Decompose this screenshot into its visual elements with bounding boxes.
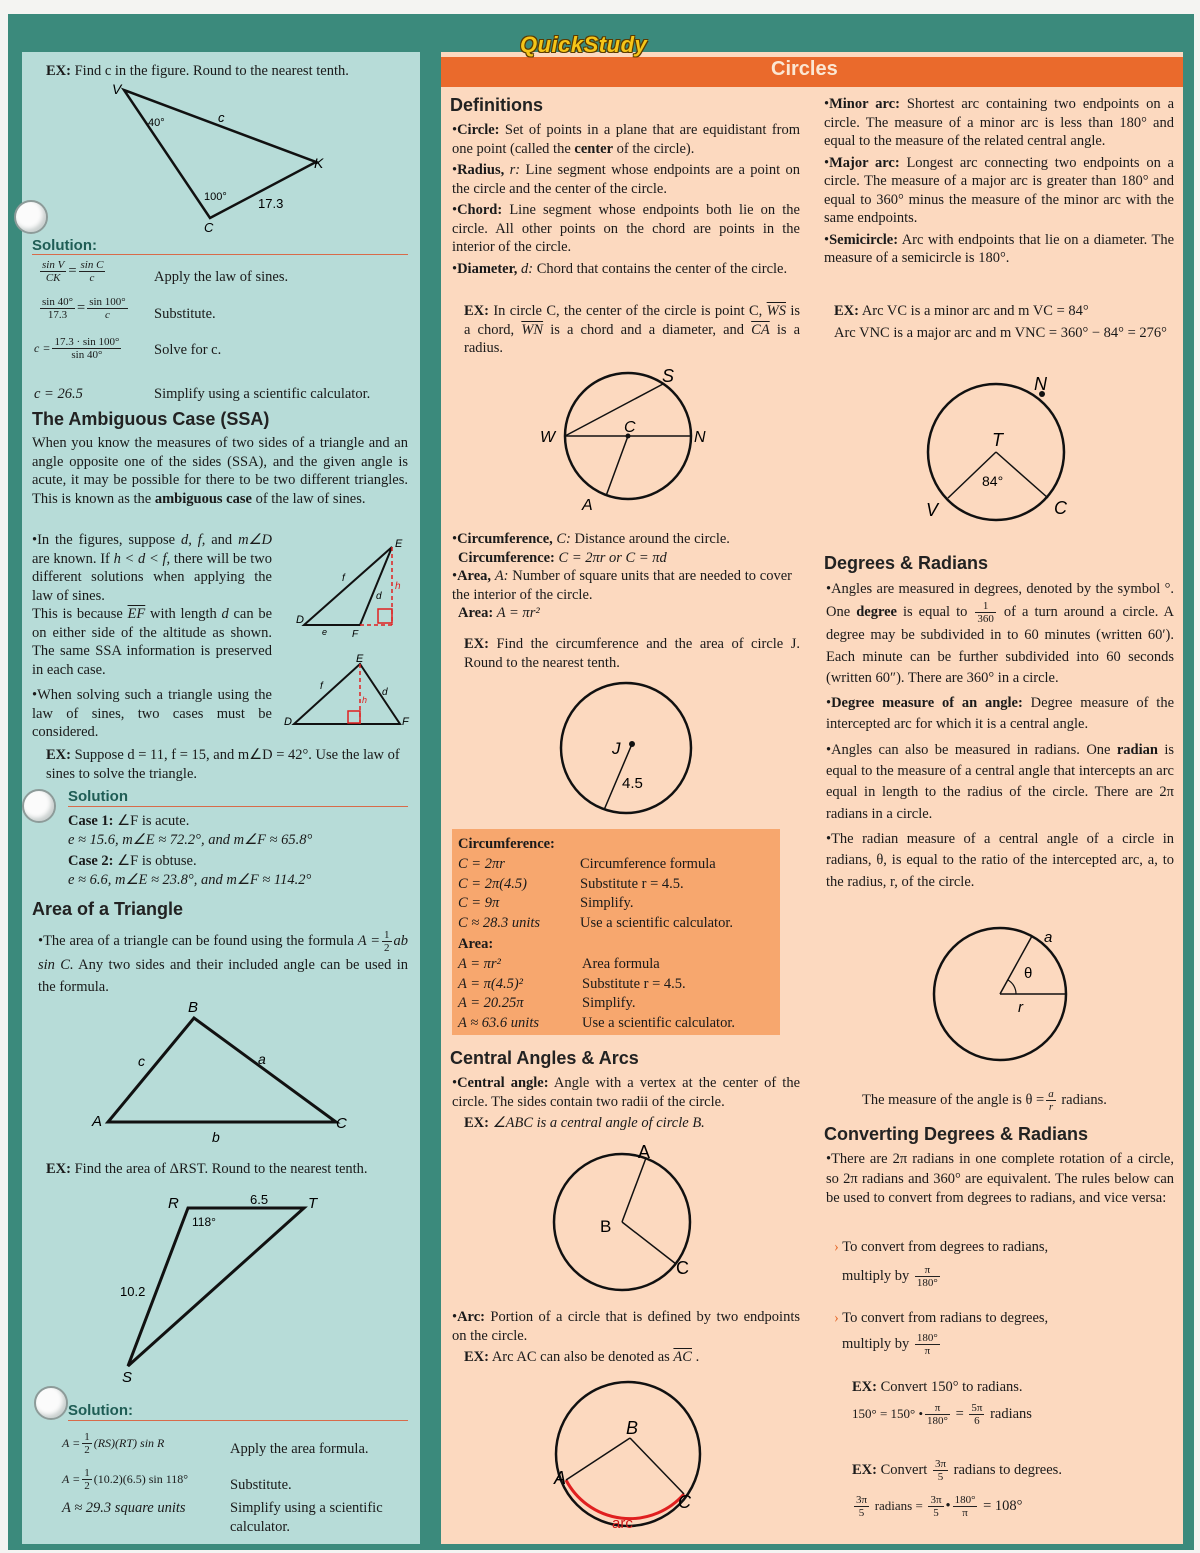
svg-text:F: F: [352, 629, 359, 640]
section-heading: Degrees & Radians: [824, 553, 989, 573]
svg-text:E: E: [356, 653, 364, 665]
svg-text:4.5: 4.5: [622, 775, 643, 792]
example-text: Find c in the figure. Round to the nearest tenth.: [74, 63, 349, 79]
arc-types: •Minor arc: Shortest arc containing two endpoints on a circle. The measure of a minor arc is less than 180° and equal to the measure of the related central angle. •Major arc: Longest arc connecting two endpoints on a circle. The measure of a major arc is greater than 180° and equal to 360° minus the measure of the minor arc with the same endpoints. •Semicircle: Arc with endpoints that lie on a diameter. The measure of a semicircle is 180°.: [824, 96, 1175, 266]
angle-40: 40°: [148, 117, 165, 129]
svg-text:h: h: [362, 695, 368, 705]
circle-t-figure: [920, 372, 1090, 522]
svg-text:f: f: [320, 681, 323, 692]
side-c: c: [218, 110, 225, 125]
svg-text:84°: 84°: [982, 473, 1004, 489]
svg-text:S: S: [122, 1369, 133, 1386]
svg-text:T: T: [992, 430, 1003, 450]
solution-step: A ≈ 29.3 square units Simplify using a scientific calculator.: [62, 1500, 383, 1535]
side-length: 17.3: [258, 196, 284, 211]
circumference-rows: C = 2πr Circumference formula C = 2π(4.5) Substitute r = 4.5. C = 9π Simplify. C ≈ 28.3 units Use a scientific calculator.: [458, 856, 733, 931]
rule-deg-to-rad: › To convert from degrees to radians,: [834, 1239, 1049, 1255]
divider: [68, 806, 408, 807]
svg-text:T: T: [308, 1195, 318, 1212]
angle-100: 100°: [204, 191, 227, 203]
svg-text:b: b: [212, 1129, 220, 1145]
example-3: EX: Find the area of ΔRST. Round to the nearest tenth.: [46, 1161, 368, 1177]
triangle-abc-figure: [90, 996, 360, 1146]
circumference-area-defs: •Circumference, C: Distance around the circle. Circumference: C = 2πr or C = πd •Area, A: Number of square units that are needed to cover the interior of the circle. Area: A = πr²: [452, 531, 792, 621]
arc-def: •Arc: Portion of a circle that is defined by two endpoints on the circle.: [452, 1309, 800, 1344]
circle-c-figure: [536, 360, 726, 520]
svg-text:C: C: [678, 1492, 691, 1512]
binder-hole: [22, 789, 56, 823]
fraction: $\frac{\text{sin V}}{CK}$: [42, 259, 65, 284]
radian-formula: The measure of the angle is θ = $\frac{a}{r}$ radians.: [862, 1088, 1107, 1113]
case-2: Case 2: ∠F is obtuse. e ≈ 6.6, m∠E ≈ 23.8°, and m∠F ≈ 114.2°: [68, 853, 312, 888]
label-k: K: [314, 155, 324, 171]
svg-text:N: N: [694, 429, 706, 446]
svg-text:a: a: [1044, 929, 1053, 946]
radian-figure: [928, 930, 1078, 1070]
example-10-work: $\frac{3\pi}{5}$ radians = $\frac{3\pi}{5}$ • $\frac{180^\circ}{\pi}$ = 108°: [856, 1494, 1023, 1519]
svg-text:a: a: [258, 1051, 266, 1067]
fraction: $\frac{3\pi}{5}$: [934, 1458, 947, 1483]
section-heading: Definitions: [450, 95, 543, 115]
example-6: EX: ∠ABC is a central angle of circle B.: [464, 1115, 705, 1131]
area-paragraph: •The area of a triangle can be found using the formula A = $\frac{1}{2}$ ab sin C. Any two sides and their included angle can be used in the formula.: [38, 929, 409, 995]
svg-text:R: R: [168, 1195, 179, 1212]
example-2: EX: Suppose d = 11, f = 15, and m∠D = 42°. Use the law of sines to solve the triangle.: [46, 747, 400, 782]
svg-text:C: C: [1054, 498, 1067, 518]
svg-text:f: f: [342, 573, 345, 584]
svg-text:N: N: [1034, 374, 1047, 394]
fraction: $\frac{180^\circ}{\pi}$: [954, 1494, 976, 1519]
ssa-figures: [284, 537, 422, 728]
case-1: Case 1: ∠F is acute. e ≈ 15.6, m∠E ≈ 72.2°, and m∠F ≈ 65.8°: [68, 813, 313, 848]
fraction: $\frac{a}{r}$: [1048, 1088, 1054, 1113]
svg-text:A: A: [582, 497, 593, 514]
binder-hole: [14, 200, 48, 234]
svg-text:B: B: [600, 1217, 612, 1236]
label-v: V: [112, 81, 122, 97]
fraction: $\frac{\pi}{180^\circ}$: [927, 1402, 948, 1427]
svg-text:E: E: [395, 538, 403, 550]
example-4: EX: In circle C, the center of the circle is point C, $\overline{WS}$ is a chord, $\overline{WN}$ is a chord and a diameter, and $\overline{CA}$ is a radius.: [464, 303, 801, 356]
svg-text:r: r: [1018, 999, 1023, 1016]
fraction: $\frac{5\pi}{6}$: [971, 1402, 983, 1427]
triangle-rst-figure: [110, 1186, 340, 1386]
svg-text:W: W: [540, 429, 556, 446]
rule-rad-to-deg: › To convert from radians to degrees,: [834, 1310, 1049, 1326]
brand-logo: QuickStudy: [520, 32, 648, 57]
central-angle-def: •Central angle: Angle with a vertex at the center of the circle. The sides contain two radii of the circle.: [452, 1075, 801, 1110]
fraction: $\frac{\text{sin C}}{c}$: [80, 259, 104, 284]
fraction: $\frac{\sin 40^\circ}{17.3}$: [42, 296, 73, 321]
divider: [68, 1420, 408, 1421]
arrow-icon: ›: [834, 1310, 839, 1326]
svg-text:arc: arc: [612, 1515, 633, 1532]
solution-step: $\frac{\text{sin V}}{CK}$ = $\frac{\text{sin C}}{c}$ Apply the law of sines.: [42, 259, 289, 285]
svg-text:e: e: [322, 627, 328, 637]
example-8: EX: Arc VC is a minor arc and m VC = 84° Arc VNC is a major arc and m VNC = 360° − 84° = 276°: [834, 303, 1167, 341]
ssa-bullet-1: •In the figures, suppose d, f, and m∠D are known. If h < d < f, there will be two different solutions when applying the law of sines. This is because $\overline{EF}$ with length d can be on either side of the altitude as shown. The same SSA information is preserved in each case.: [32, 532, 273, 678]
fraction: $\frac{\pi}{180^\circ}$: [916, 1264, 938, 1289]
divider: [32, 254, 408, 255]
svg-text:c: c: [138, 1053, 145, 1069]
section-heading: Converting Degrees & Radians: [824, 1124, 1089, 1144]
example-9: EX: Convert 150° to radians.: [852, 1379, 1023, 1395]
svg-text:118°: 118°: [192, 1215, 216, 1229]
example-10: EX: Convert $\frac{3\pi}{5}$ radians to degrees.: [852, 1458, 1062, 1483]
ssa-bullet-2: •When solving such a triangle using the law of sines, two cases must be considered.: [32, 687, 272, 740]
arrow-icon: ›: [834, 1239, 839, 1255]
solution-heading: Solution: [68, 788, 128, 805]
definitions-list: •Circle: Set of points in a plane that are equidistant from one point (called the center of the circle). •Radius, r: Line segment whose endpoints are a point on the circle and the center of the circle. •Chord: Line segment whose endpoints both lie on the circle. All other points on the chord are points in the interior of the circle. •Diameter, d: Chord that contains the center of the circle.: [452, 122, 801, 277]
svg-text:C: C: [336, 1115, 347, 1132]
section-heading: Area of a Triangle: [32, 899, 184, 919]
svg-text:F: F: [402, 716, 409, 728]
circumference-solution: Circumference:: [458, 836, 555, 852]
page-title: Circles: [771, 58, 838, 80]
example-1: [46, 62, 349, 81]
section-heading: The Ambiguous Case (SSA): [32, 409, 270, 429]
solution-step: $\frac{\sin 40^\circ}{17.3}$ = $\frac{\sin 100^\circ}{c}$ Substitute.: [42, 296, 216, 322]
svg-text:θ: θ: [1024, 965, 1033, 982]
rule-1-factor: multiply by $\frac{\pi}{180^\circ}$: [842, 1264, 938, 1289]
svg-text:A: A: [92, 1113, 103, 1130]
svg-text:A: A: [554, 1468, 567, 1488]
fraction: $\frac{180^\circ}{\pi}$: [916, 1332, 938, 1357]
svg-text:V: V: [926, 500, 939, 520]
fraction: $\frac{3\pi}{5}$: [930, 1494, 942, 1519]
ssa-paragraph: When you know the measures of two sides of a triangle and an angle opposite one of the sides (SSA), and the given angle is acute, it may be possible for there to be two different triangles. This is known as the ambiguous case of the law of sines.: [32, 435, 408, 507]
svg-text:C: C: [676, 1258, 689, 1278]
circle-j-figure: [560, 684, 700, 824]
svg-text:h: h: [395, 581, 401, 592]
binder-hole: [34, 1386, 68, 1420]
circle-b-figure: [550, 1140, 710, 1300]
fraction: $\frac{17.3 \cdot \sin 100^\circ}{\sin 40^\circ}$: [54, 336, 120, 361]
svg-text:d: d: [376, 591, 382, 602]
fraction: $\frac{3\pi}{5}$: [856, 1494, 868, 1519]
fraction: $\frac{1}{360}$: [977, 600, 994, 626]
section-heading: Central Angles & Arcs: [450, 1048, 639, 1068]
example-7: EX: Arc AC can also be denoted as $\overline{AC}$ .: [464, 1349, 700, 1365]
degrees-paragraph: •Angles are measured in degrees, denoted by the symbol °. One degree is equal to $\frac{1}{360}$ of a turn around a circle. A degree may be subdivided in to 60 minutes (written 60′). Each minute can be further subdivided into 60 seconds (written 60″). There are 360° in a circle. •Degree measure of an angle: Degree measure of the intercepted arc for which it is a central angle. •Angles can also be measured in radians. One radian is equal to the measure of a central angle that intercepts an arc equal in length to the radius of the circle. There are 2π radians in a circle. •The radian measure of a central angle of a circle in radians, θ, is equal to the ratio of the intercepted arc, a, to the radius, r, of the circle.: [826, 581, 1175, 890]
fraction: $\frac{1}{2}$: [84, 1431, 90, 1456]
solution-step: c = 26.5 Simplify using a scientific calculator.: [34, 386, 371, 402]
svg-text:d: d: [382, 687, 388, 698]
svg-text:C: C: [624, 419, 636, 436]
svg-text:A: A: [638, 1142, 651, 1162]
svg-text:D: D: [296, 614, 304, 626]
example-9-work: 150° = 150° • $\frac{\pi}{180^\circ}$ = $\frac{5\pi}{6}$ radians: [852, 1402, 1032, 1427]
svg-text:10.2: 10.2: [120, 1284, 146, 1299]
solution-step: A = $\frac{1}{2}$ (10.2)(6.5) sin 118° Substitute.: [62, 1467, 292, 1493]
arc-figure: [550, 1376, 720, 1546]
svg-text:6.5: 6.5: [250, 1192, 269, 1207]
svg-text:J: J: [612, 739, 621, 758]
svg-text:B: B: [188, 999, 199, 1016]
fraction: $\frac{\sin 100^\circ}{c}$: [89, 296, 126, 321]
svg-text:S: S: [662, 366, 675, 386]
example-label: EX:: [46, 63, 71, 79]
solution-step: c = $\frac{17.3 \cdot \sin 100^\circ}{\sin 40^\circ}$ Solve for c.: [34, 336, 222, 361]
solution-step: A = $\frac{1}{2}$ (RS)(RT) sin R Apply the area formula.: [62, 1431, 369, 1457]
svg-text:D: D: [284, 716, 292, 728]
svg-text:B: B: [626, 1418, 639, 1438]
conversion-paragraph: •There are 2π radians in one complete rotation of a circle, so 2π radians and 360° are equivalent. The rules below can be used to convert from degrees to radians, and vice versa:: [826, 1151, 1174, 1206]
fraction: $\frac{1}{2}$: [384, 929, 390, 954]
solution-heading: Solution:: [68, 1402, 133, 1419]
area-rows: A = πr² Area formula A = π(4.5)² Substitute r = 4.5. A = 20.25π Simplify. A ≈ 63.6 units Use a scientific calculator.: [458, 956, 735, 1031]
rule-2-factor: multiply by $\frac{180^\circ}{\pi}$: [842, 1332, 938, 1357]
fraction: $\frac{1}{2}$: [84, 1467, 90, 1492]
area-solution: Area:: [458, 936, 494, 952]
example-5: EX: Find the circumference and the area of circle J. Round to the nearest tenth.: [464, 636, 800, 671]
triangle-vkc-figure: [100, 80, 340, 240]
solution-heading: Solution:: [32, 237, 97, 254]
label-c: C: [204, 220, 214, 235]
